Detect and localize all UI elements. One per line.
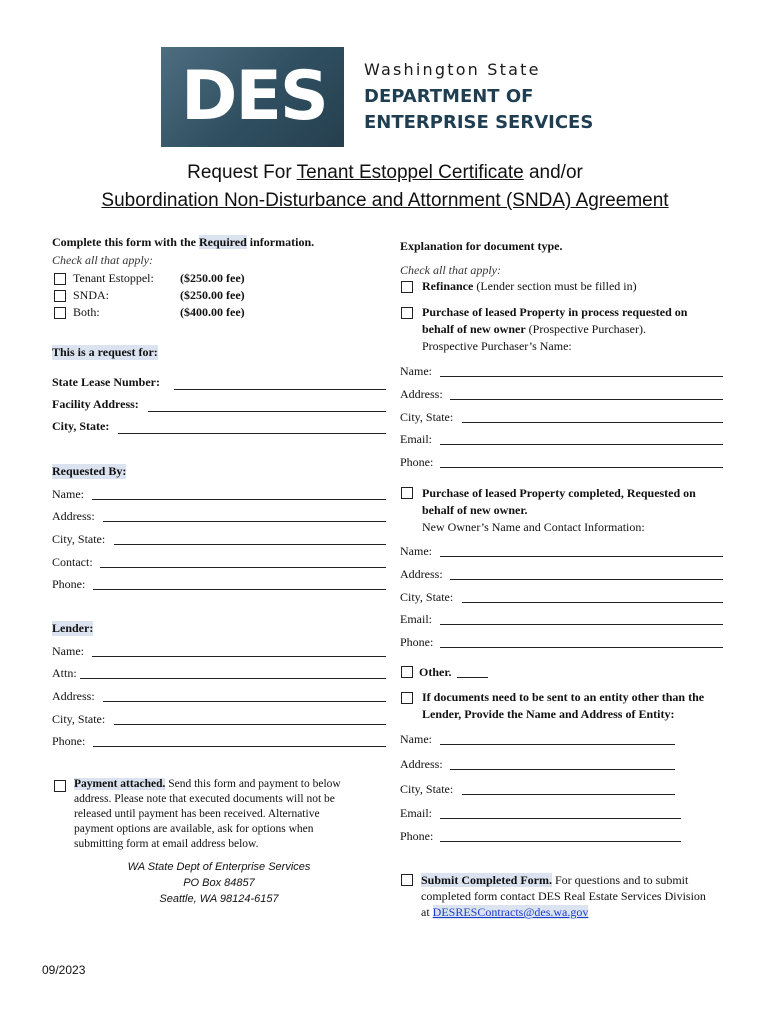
logo-text: DES	[181, 57, 327, 136]
p2-address-input[interactable]	[450, 579, 723, 580]
p1-address-label: Address:	[400, 387, 443, 401]
p1-name-label: Name:	[400, 364, 432, 378]
lender-attn-label: Attn:	[52, 666, 77, 680]
payment-text	[74, 777, 341, 852]
tenant-estoppel-fee: ($250.00 fee)	[180, 271, 245, 285]
lender-address-label: Address:	[52, 689, 95, 703]
other-input[interactable]	[457, 677, 488, 678]
refinance-rest: (Lender section must be filled in)	[473, 279, 637, 293]
title-post: and/or	[523, 162, 583, 183]
explanation-heading: Explanation for document type.	[400, 239, 563, 253]
state-lease-label: State Lease Number:	[52, 375, 160, 389]
refinance-label	[422, 279, 637, 294]
lender-city-input[interactable]	[114, 724, 386, 725]
p1-phone-label: Phone:	[400, 455, 434, 469]
check-all-right: Check all that apply:	[400, 263, 501, 277]
req-name-label: Name:	[52, 487, 84, 501]
req-address-input[interactable]	[103, 521, 386, 522]
payment-bold: Payment attached.	[74, 778, 166, 790]
p3-email-input[interactable]	[440, 818, 681, 819]
p2-email-input[interactable]	[440, 624, 723, 625]
footer-date: 09/2023	[42, 963, 86, 977]
p3-name-input[interactable]	[440, 744, 675, 745]
p3-city-input[interactable]	[462, 794, 675, 795]
p2-email-label: Email:	[400, 612, 432, 626]
req-city-input[interactable]	[114, 544, 386, 545]
req-contact-input[interactable]	[100, 567, 386, 568]
tenant-estoppel-label: Tenant Estoppel:	[73, 271, 154, 285]
org-line-2: DEPARTMENT OF	[364, 86, 534, 107]
entity-checkbox[interactable]	[401, 692, 413, 704]
purchase1-bold: behalf of new owner	[422, 322, 526, 336]
page-title-line-1	[0, 162, 770, 184]
address-line-2: PO Box 84857	[183, 877, 255, 889]
requested-by-heading: Requested By:	[52, 464, 127, 478]
snda-label: SNDA:	[73, 288, 110, 302]
payment-line-5: submitting form at email address below.	[74, 838, 259, 850]
entity-line-2: Lender, Provide the Name and Address of Entity:	[422, 707, 675, 721]
req-contact-label: Contact:	[52, 555, 93, 569]
purchase-completed-checkbox[interactable]	[401, 487, 413, 499]
city-state-label: City, State:	[52, 419, 110, 433]
request-for-heading: This is a request for:	[52, 345, 158, 359]
payment-line-3: released until payment has been received. Alternative	[74, 808, 320, 820]
both-checkbox[interactable]	[54, 307, 66, 319]
p1-email-label: Email:	[400, 432, 432, 446]
snda-checkbox[interactable]	[54, 290, 66, 302]
intro-pre: Complete this form with the	[52, 235, 199, 249]
lender-address-input[interactable]	[103, 701, 386, 702]
lender-name-label: Name:	[52, 644, 84, 658]
req-phone-label: Phone:	[52, 577, 86, 591]
mailing-address	[52, 859, 386, 907]
purchase-in-process-checkbox[interactable]	[401, 307, 413, 319]
p2-phone-label: Phone:	[400, 635, 434, 649]
payment-line-4: payment options are available, ask for options when	[74, 823, 314, 835]
purchase2-line-2: behalf of new owner.	[422, 503, 528, 517]
title-line-2-text: Subordination Non-Disturbance and Attornment (SNDA) Agreement	[101, 190, 669, 211]
purchase2-line-1: Purchase of leased Property completed, Requested on	[422, 486, 696, 500]
lender-city-label: City, State:	[52, 712, 106, 726]
req-name-input[interactable]	[92, 499, 386, 500]
org-line-1: Washington State	[364, 60, 541, 79]
p2-name-label: Name:	[400, 544, 432, 558]
purchase1-line-3: Prospective Purchaser’s Name:	[422, 339, 572, 353]
intro-required: Required	[198, 235, 247, 249]
other-checkbox[interactable]	[401, 666, 413, 678]
title-pre: Request For	[187, 162, 297, 183]
submit-line-1: For questions and to submit	[552, 873, 689, 887]
submit-text	[421, 872, 706, 920]
payment-line-1: Send this form and payment to below	[165, 778, 341, 790]
page-title-line-2	[0, 190, 770, 212]
p2-address-label: Address:	[400, 567, 443, 581]
des-logo	[161, 47, 344, 147]
payment-checkbox[interactable]	[54, 780, 66, 792]
req-phone-input[interactable]	[93, 589, 386, 590]
p1-email-input[interactable]	[440, 444, 723, 445]
both-label: Both:	[73, 305, 100, 319]
submit-checkbox[interactable]	[401, 874, 413, 886]
p1-phone-input[interactable]	[440, 467, 723, 468]
check-all-left: Check all that apply:	[52, 253, 153, 267]
refinance-bold: Refinance	[422, 279, 474, 293]
tenant-estoppel-checkbox[interactable]	[54, 273, 66, 285]
submit-bold: Submit Completed Form.	[421, 873, 552, 887]
p3-address-input[interactable]	[450, 769, 675, 770]
snda-fee: ($250.00 fee)	[180, 288, 245, 302]
p1-address-input[interactable]	[450, 399, 723, 400]
other-label: Other.	[419, 665, 452, 679]
address-line-1: WA State Dept of Enterprise Services	[127, 861, 311, 873]
facility-address-input[interactable]	[148, 411, 386, 412]
lender-attn-input[interactable]	[80, 678, 386, 679]
lender-name-input[interactable]	[92, 656, 386, 657]
lender-phone-label: Phone:	[52, 734, 86, 748]
facility-address-label: Facility Address:	[52, 397, 139, 411]
p3-name-label: Name:	[400, 732, 432, 746]
title-underlined: Tenant Estoppel Certificate	[296, 162, 524, 183]
entity-line-1: If documents need to be sent to an entity other than the	[422, 690, 705, 704]
lender-phone-input[interactable]	[93, 746, 386, 747]
submit-email-link[interactable]: DESRESContracts@des.wa.gov	[432, 905, 589, 919]
intro-text	[52, 235, 314, 250]
p3-email-label: Email:	[400, 806, 432, 820]
lender-heading: Lender:	[52, 621, 94, 635]
intro-post: information.	[246, 235, 315, 249]
refinance-checkbox[interactable]	[401, 281, 413, 293]
p3-phone-input[interactable]	[440, 841, 681, 842]
p3-phone-label: Phone:	[400, 829, 434, 843]
p2-city-input[interactable]	[462, 602, 723, 603]
p1-city-label: City, State:	[400, 410, 454, 424]
both-fee: ($400.00 fee)	[180, 305, 245, 319]
org-line-3: ENTERPRISE SERVICES	[364, 112, 594, 133]
payment-line-2: address. Please note that executed documents will not be	[74, 793, 335, 805]
p1-name-input[interactable]	[440, 376, 723, 377]
submit-line-2: completed form contact DES Real Estate Services Division	[421, 889, 706, 903]
purchase1-line-2	[422, 322, 646, 337]
p3-address-label: Address:	[400, 757, 443, 771]
state-lease-input[interactable]	[174, 389, 386, 390]
req-city-label: City, State:	[52, 532, 106, 546]
submit-line-3-pre: at	[421, 905, 433, 919]
purchase2-line-3: New Owner’s Name and Contact Information:	[422, 520, 645, 534]
p2-city-label: City, State:	[400, 590, 454, 604]
city-state-input[interactable]	[118, 433, 386, 434]
p3-city-label: City, State:	[400, 782, 454, 796]
req-address-label: Address:	[52, 509, 95, 523]
p2-name-input[interactable]	[440, 556, 723, 557]
purchase1-rest: (Prospective Purchaser).	[525, 322, 646, 336]
p2-phone-input[interactable]	[440, 647, 723, 648]
purchase1-line-1: Purchase of leased Property in process requested on	[422, 305, 688, 319]
address-line-3: Seattle, WA 98124-6157	[159, 893, 279, 905]
p1-city-input[interactable]	[462, 422, 723, 423]
